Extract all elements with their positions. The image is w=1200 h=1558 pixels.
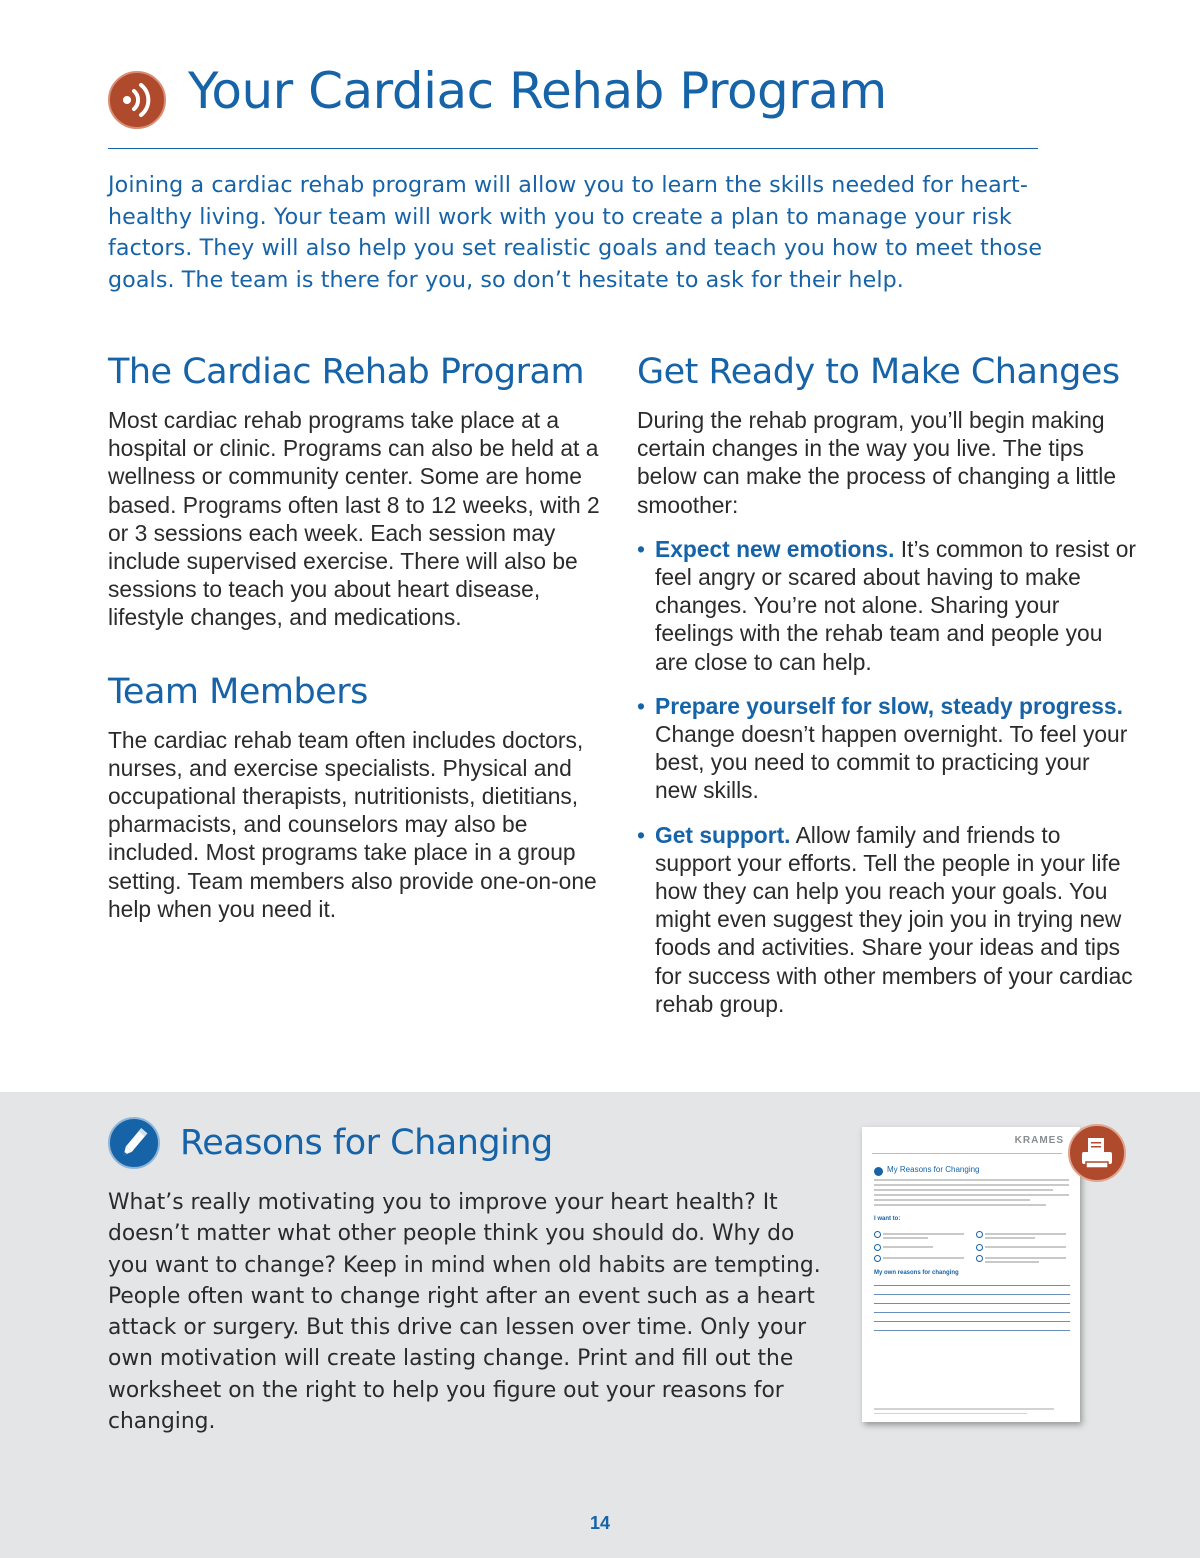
tip-text: It’s common to resist or feel angry or scared about having to make changes. You’re not alone. Sharing your feelings with the rehab team and people you are close to can help. [655, 535, 1136, 675]
list-item [637, 535, 1137, 676]
changes-intro: During the rehab program, you’ll begin making certain changes in the way you live. The tips below can make the process of changing a little smoother: [637, 407, 1117, 518]
worksheet-option [976, 1231, 1066, 1239]
tip-lead: Prepare yourself for slow, steady progress. [655, 692, 1123, 719]
worksheet-option [874, 1231, 964, 1239]
worksheet-divider [872, 1153, 1062, 1154]
worksheet-title: My Reasons for Changing [887, 1165, 980, 1174]
team-body: The cardiac rehab team often includes doctors, nurses, and exercise specialists. Physical and occupational therapists, nutritionists, dietitians, pharmacists, and counselors may also be included. Most programs take place in a group setting. Team members also provide one-on-one help when you need it. [108, 726, 597, 922]
program-body: Most cardiac rehab programs take place at a hospital or clinic. Programs can also be held at a wellness or community center. Some are home based. Programs often last 8 to 12 weeks, with 2 or 3 sessions each week. Each session may include supervised exercise. There will also be sessions to teach you about heart disease, lifestyle changes, and medications. [108, 407, 600, 631]
left-column [108, 352, 608, 923]
worksheet-writing-lines [874, 1285, 1070, 1339]
reasons-body: What’s really motivating you to improve your heart health? It doesn’t matter what other people think you should do. Why do you want to change? Keep in mind when old habits are tempting. People often want to change right after an event such as a heart attack or surgery. But this drive can lessen over time. Only your own motivation will create lasting change. Print and fill out the worksheet on the right to help you figure out your reasons for changing. [108, 1190, 821, 1435]
bullet-icon: • [637, 821, 645, 848]
worksheet-own-reasons-label: My own reasons for changing [874, 1270, 959, 1276]
worksheet-paragraph [874, 1179, 1069, 1209]
worksheet-thumbnail[interactable] [862, 1127, 1080, 1422]
pencil-icon [108, 1117, 160, 1169]
team-heading: Team Members [108, 671, 368, 712]
worksheet-i-want-label: I want to: [874, 1216, 901, 1222]
tip-lead: Get support. [655, 821, 791, 848]
intro-paragraph: Joining a cardiac rehab program will allow you to learn the skills needed for heart-healthy living. Your team will work with you to create a plan to manage your risk factors. They will also help you set realistic goals and teach you how to meet those goals. The team is there for you, so don’t hesitate to ask for their help. [108, 172, 1043, 293]
page-title: Your Cardiac Rehab Program [188, 62, 887, 120]
title-divider [108, 148, 1038, 149]
list-item [637, 692, 1137, 805]
printer-icon[interactable] [1068, 1124, 1126, 1182]
worksheet-footer [874, 1408, 1054, 1417]
reasons-heading: Reasons for Changing [180, 1123, 553, 1163]
program-heading: The Cardiac Rehab Program [108, 352, 585, 392]
tip-lead: Expect new emotions. [655, 535, 895, 562]
tip-text: Allow family and friends to support your efforts. Tell the people in your life how they can help you reach your goals. You might even suggest they join you in trying new foods and activities. Share your ideas and tips for success with other members of your cardiac rehab group. [655, 821, 1133, 1017]
worksheet-option [874, 1244, 964, 1248]
page-number: 14 [589, 1513, 611, 1533]
worksheet-brand-logo: KRAMES [1014, 1135, 1064, 1146]
bullet-icon: • [637, 692, 645, 719]
list-item [637, 821, 1137, 1018]
audio-speaker-icon[interactable] [108, 71, 166, 129]
changes-heading: Get Ready to Make Changes [637, 352, 1120, 392]
tip-text: Change doesn’t happen overnight. To feel your best, you need to commit to practicing your new skills. [655, 721, 1128, 804]
tips-list [637, 535, 1137, 1018]
pencil-icon [874, 1167, 883, 1176]
bullet-icon: • [637, 535, 645, 562]
worksheet-option [976, 1255, 1066, 1263]
worksheet-option [976, 1244, 1066, 1248]
worksheet-option [874, 1255, 964, 1259]
right-column [637, 352, 1137, 1034]
